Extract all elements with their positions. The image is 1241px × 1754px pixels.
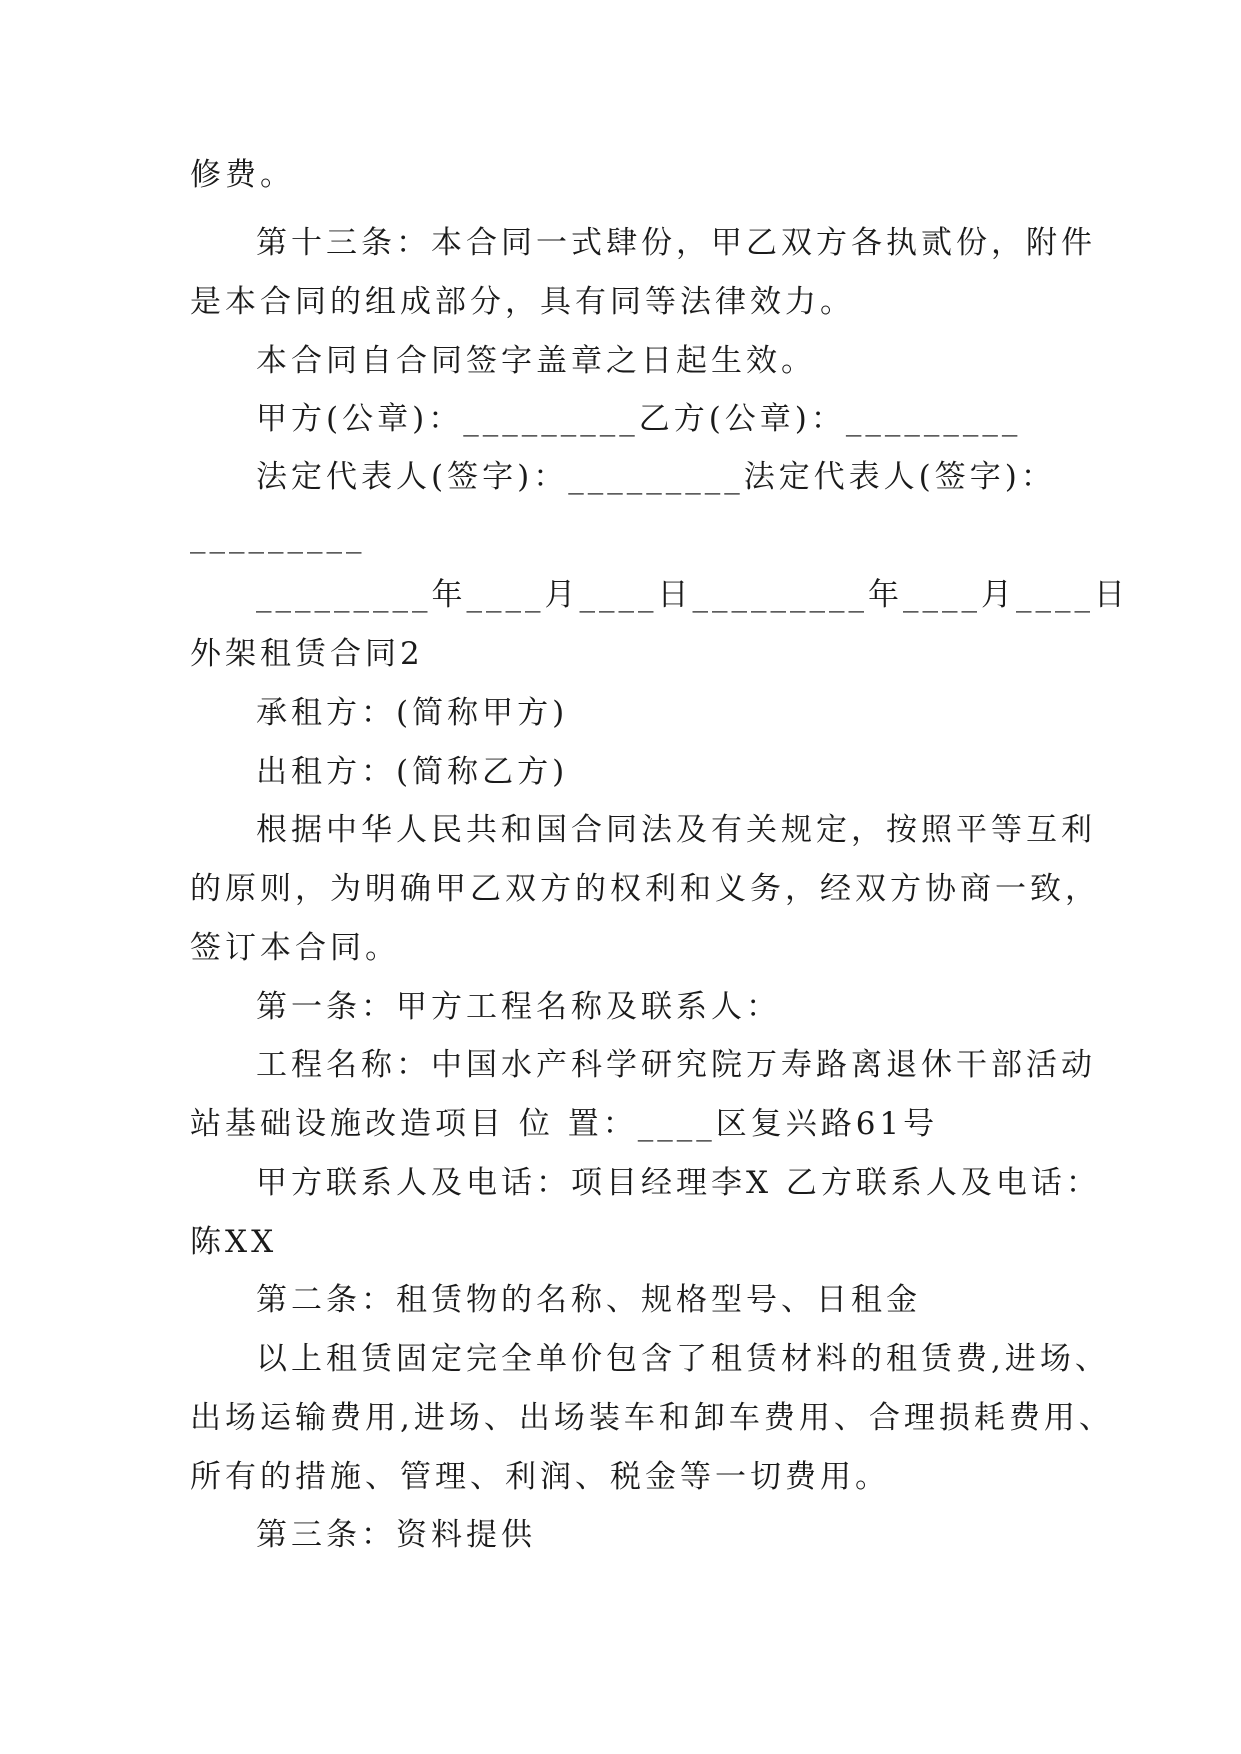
text-line: 第三条：资料提供 bbox=[256, 1517, 536, 1553]
text-line: 甲方联系人及电话：项目经理李X 乙方联系人及电话： bbox=[256, 1165, 1101, 1201]
text-line: 是本合同的组成部分，具有同等法律效力。 bbox=[190, 284, 855, 320]
text-line: 的原则，为明确甲乙双方的权利和义务，经双方协商一致， bbox=[190, 871, 1100, 907]
text-line: 工程名称：中国水产科学研究院万寿路离退休干部活动 bbox=[256, 1047, 1096, 1083]
text-line: 签订本合同。 bbox=[190, 930, 400, 966]
text-line: 第二条：租赁物的名称、规格型号、日租金 bbox=[256, 1282, 921, 1318]
signature-line-representative: 法定代表人(签字)：_________法定代表人(签字)： bbox=[256, 459, 1056, 495]
text-line: 承租方：(简称甲方) bbox=[256, 695, 569, 731]
text-line: 根据中华人民共和国合同法及有关规定，按照平等互利 bbox=[256, 812, 1096, 848]
text-line: 第一条：甲方工程名称及联系人： bbox=[256, 989, 781, 1025]
contract-title: 外架租赁合同2 bbox=[190, 636, 424, 672]
text-line: 出租方：(简称乙方) bbox=[256, 754, 569, 790]
text-line: 修费。 bbox=[190, 157, 295, 193]
text-line: 本合同自合同签字盖章之日起生效。 bbox=[256, 343, 816, 379]
signature-line-seal: 甲方(公章)：_________乙方(公章)：_________ bbox=[256, 401, 1022, 437]
signature-blank: _________ bbox=[190, 518, 366, 554]
text-line: 出场运输费用,进场、出场装车和卸车费用、合理损耗费用、 bbox=[190, 1400, 1114, 1436]
text-line: 陈XX bbox=[190, 1224, 278, 1260]
text-line: 以上租赁固定完全单价包含了租赁材料的租赁费,进场、 bbox=[256, 1341, 1110, 1377]
date-line: _________年____月____日_________年____月____日 bbox=[256, 577, 1129, 613]
text-line: 第十三条：本合同一式肆份，甲乙双方各执贰份，附件 bbox=[256, 225, 1096, 261]
text-line: 站基础设施改造项目 位 置：____区复兴路61号 bbox=[190, 1106, 939, 1142]
text-line: 所有的措施、管理、利润、税金等一切费用。 bbox=[190, 1459, 890, 1495]
